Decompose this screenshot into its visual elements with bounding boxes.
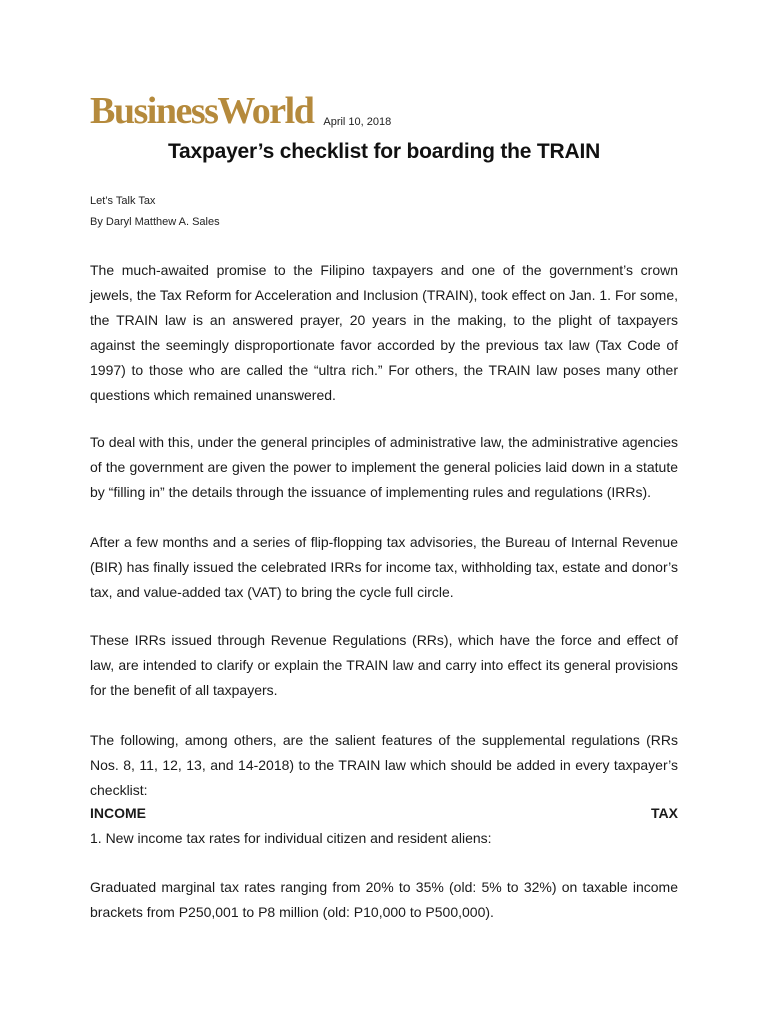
section-heading-income-tax: [90, 805, 678, 821]
paragraph-1: The much-awaited promise to the Filipino taxpayers and one of the government’s crown jewels, the Tax Reform for Acceleration and Inclusion (TRAIN), took effect on Jan. 1. For some, the TRAIN law is an answered prayer, 20 years in the making, to the plight of taxpayers against the seemingly disproportionate favor accorded by the previous tax law (Tax Code of 1997) to those who are called the “ultra rich.” For others, the TRAIN law poses many other questions which remained unanswered.: [90, 262, 678, 403]
paragraph-3: After a few months and a series of flip-flopping tax advisories, the Bureau of Internal Revenue (BIR) has finally issued the celebrated IRRs for income tax, withholding tax, estate and donor’s tax, and value-added tax (VAT) to bring the cycle full circle.: [90, 534, 678, 600]
list-item-1: 1. New income tax rates for individual citizen and resident aliens:: [90, 830, 492, 846]
author-byline: By Daryl Matthew A. Sales: [90, 216, 220, 228]
masthead: [90, 86, 391, 130]
publication-date: April 10, 2018: [323, 116, 392, 128]
column-name: Let’s Talk Tax: [90, 195, 156, 207]
section-heading-right: TAX: [651, 805, 678, 821]
paragraph-5: The following, among others, are the salient features of the supplemental regulations (RRs Nos. 8, 11, 12, 13, and 14-2018) to the TRAIN law which should be added in every taxpayer’s checklist:: [90, 732, 678, 798]
paragraph-6: Graduated marginal tax rates ranging from 20% to 35% (old: 5% to 32%) on taxable income brackets from P250,001 to P8 million (old: P10,000 to P500,000).: [90, 879, 678, 920]
paragraph-4: These IRRs issued through Revenue Regulations (RRs), which have the force and effect of law, are intended to clarify or explain the TRAIN law and carry into effect its general provisions for the benefit of all taxpayers.: [90, 632, 678, 698]
article-title: Taxpayer’s checklist for boarding the TRAIN: [167, 140, 601, 163]
businessworld-logo: BusinessWorld: [90, 90, 314, 132]
paragraph-2: To deal with this, under the general principles of administrative law, the administrative agencies of the government are given the power to implement the general policies laid down in a statute by “filling in” the details through the issuance of implementing rules and regulations (IRRs).: [90, 434, 678, 500]
section-heading-left: INCOME: [90, 805, 146, 821]
